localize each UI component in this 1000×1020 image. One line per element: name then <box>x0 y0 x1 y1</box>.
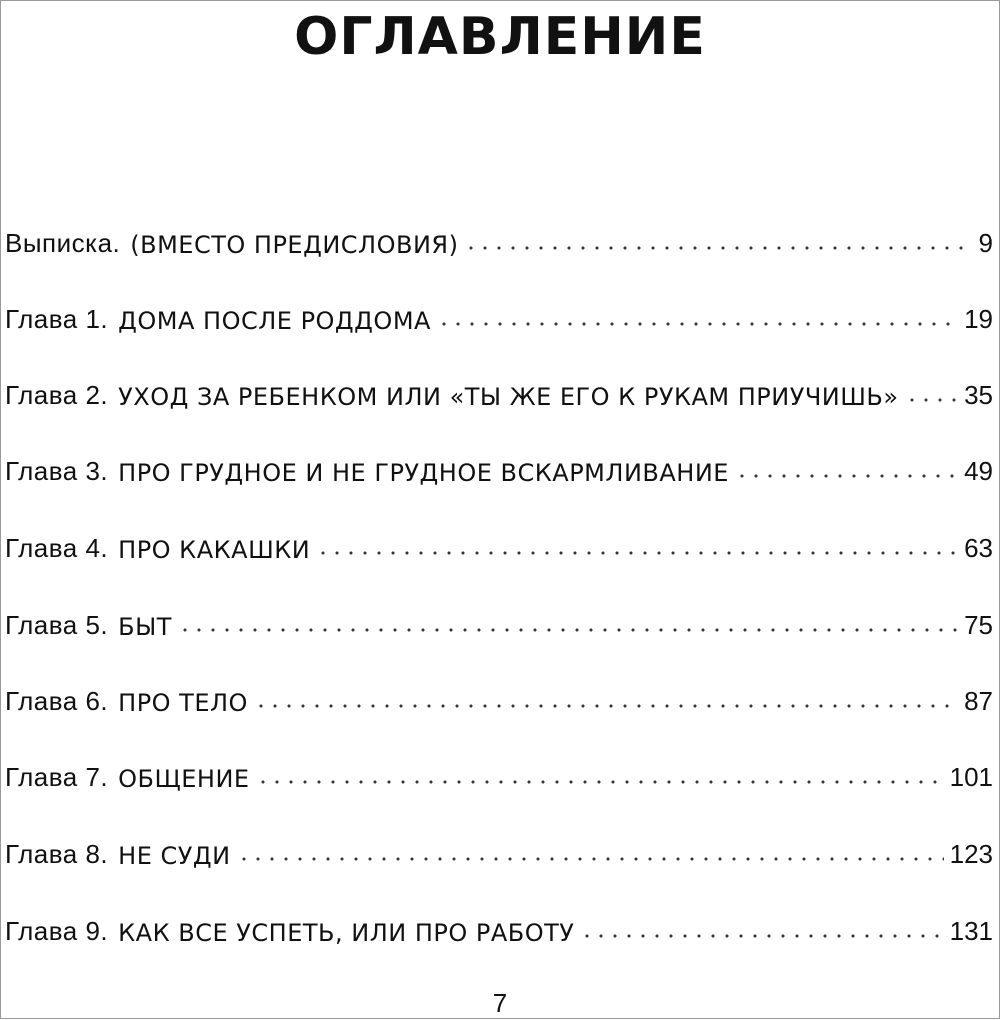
toc-entry-label: Глава 5. <box>5 610 109 640</box>
toc-entry-page: 101 <box>949 762 993 792</box>
dot-leader <box>316 550 958 556</box>
toc-entry-page: 49 <box>964 456 993 486</box>
toc-entry-title: ПРО КАКАШКИ <box>118 536 311 564</box>
toc-entry-title: (ВМЕСТО ПРЕДИСЛОВИЯ) <box>130 231 459 259</box>
toc-entry-label: Глава 2. <box>5 380 109 410</box>
dot-leader <box>580 933 943 939</box>
toc-entry-title: УХОД ЗА РЕБЕНКОМ ИЛИ «ТЫ ЖЕ ЕГО К РУКАМ ПРИУЧИШЬ» <box>118 383 899 411</box>
toc-entry-title: ДОМА ПОСЛЕ РОДДОМА <box>118 307 431 335</box>
dot-leader <box>254 703 958 709</box>
toc-entry-chapter-7[interactable] <box>5 753 993 793</box>
toc-entry-label: Глава 8. <box>5 839 109 869</box>
toc-entry-preface[interactable] <box>5 219 993 259</box>
dot-leader <box>178 627 958 633</box>
toc-entry-chapter-1[interactable] <box>5 295 993 335</box>
toc-entry-page: 123 <box>949 839 993 869</box>
toc-entry-title: НЕ СУДИ <box>118 842 231 870</box>
dot-leader <box>437 321 958 327</box>
toc-entry-label: Глава 9. <box>5 916 109 946</box>
toc-entry-title: КАК ВСЕ УСПЕТЬ, ИЛИ ПРО РАБОТУ <box>118 919 575 947</box>
toc-entry-label: Глава 3. <box>5 456 109 486</box>
toc-entry-title: ОБЩЕНИЕ <box>118 765 250 793</box>
toc-entry-title: ПРО ГРУДНОЕ И НЕ ГРУДНОЕ ВСКАРМЛИВАНИЕ <box>118 459 729 487</box>
toc-entry-page: 87 <box>964 686 993 716</box>
toc-entry-chapter-8[interactable] <box>5 830 993 870</box>
dot-leader <box>464 245 972 251</box>
page-number: 7 <box>492 988 508 1018</box>
toc-entry-label: Выписка. <box>5 228 121 258</box>
dot-leader <box>735 473 958 479</box>
toc-entry-label: Глава 7. <box>5 762 109 792</box>
toc-entry-page: 131 <box>949 916 993 946</box>
toc-entry-page: 75 <box>964 610 993 640</box>
dot-leader <box>905 397 959 403</box>
toc-entry-chapter-4[interactable] <box>5 524 993 564</box>
toc-entry-chapter-6[interactable] <box>5 677 993 717</box>
toc-entry-page: 35 <box>964 380 993 410</box>
toc-entry-chapter-3[interactable] <box>5 447 993 487</box>
toc-entry-page: 63 <box>964 533 993 563</box>
toc-entry-title: БЫТ <box>118 613 172 641</box>
toc-entry-title: ПРО ТЕЛО <box>118 689 248 717</box>
toc-entry-chapter-2[interactable] <box>5 371 993 411</box>
toc-entry-label: Глава 4. <box>5 533 109 563</box>
table-of-contents <box>1 1 1000 1020</box>
dot-leader <box>237 856 944 862</box>
dot-leader <box>256 779 944 785</box>
toc-entry-chapter-9[interactable] <box>5 907 993 947</box>
toc-entry-page: 19 <box>964 304 993 334</box>
toc-entry-page: 9 <box>978 228 993 258</box>
page-title: ОГЛАВЛЕНИЕ <box>294 7 706 67</box>
toc-entry-label: Глава 6. <box>5 686 109 716</box>
toc-entry-label: Глава 1. <box>5 304 109 334</box>
toc-entry-chapter-5[interactable] <box>5 601 993 641</box>
